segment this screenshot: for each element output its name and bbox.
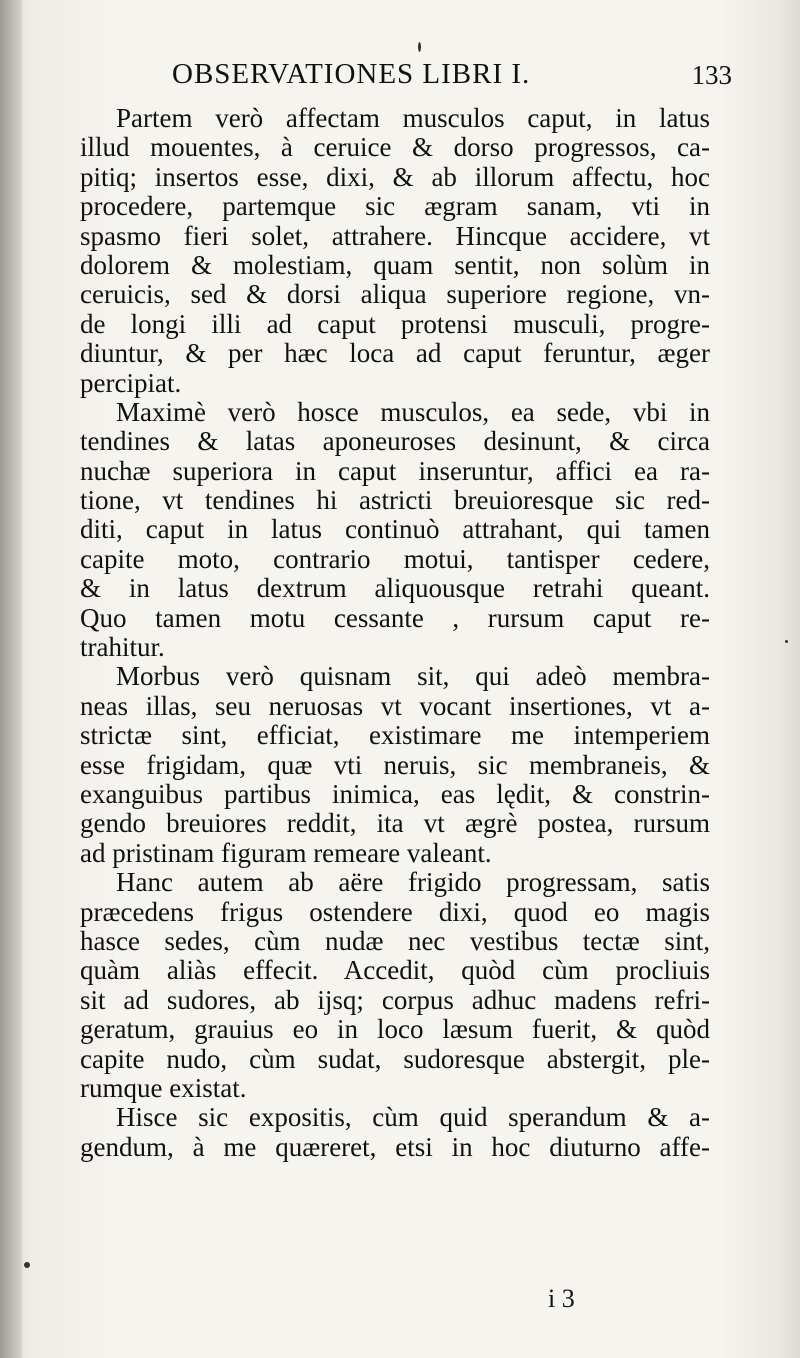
text-line: illud mouentes, à ceruice & dorso progressos, ca- [80,132,710,163]
text-line: Partem verò affectam musculos caput, in latus [116,103,710,133]
paragraph [80,398,710,663]
text-line: ceruicis, sed & dorsi aliqua superiore regione, vn- [80,279,710,310]
text-line: strictæ sint, efficiat, existimare me intemperiem [80,720,710,751]
page-footer [548,1284,668,1318]
page-number: 133 [691,60,732,90]
text-line: gendum, à me quæreret, etsi in hoc diuturno affe- [80,1131,710,1162]
body-text [80,104,710,1162]
text-line: hasce sedes, cùm nudæ nec vestibus tectæ sint, [80,925,710,956]
ink-speck [418,42,421,52]
text-line: ad pristinam figuram remeare valeant. [80,837,492,868]
paragraph [80,868,710,1103]
ink-speck [785,640,788,643]
text-line: geratum, grauius eo in loco læsum fuerit, & quòd [80,1014,710,1045]
text-line: nuchæ superiora in caput inseruntur, affici ea ra- [80,455,710,486]
text-line: capite moto, contrario motui, tantisper cedere, [80,543,710,574]
paragraph [80,1103,710,1162]
ink-speck [24,1262,30,1268]
text-line: capite nudo, cùm sudat, sudoresque abstergit, ple- [80,1043,710,1074]
running-head: OBSERVATIONES LIBRI I. [172,58,531,90]
text-line: Quo tamen motu cessante , rursum caput re- [80,602,710,633]
text-line: & in latus dextrum aliquousque retrahi queant. [80,573,710,604]
text-line: dolorem & molestiam, quam sentit, non solùm in [80,249,710,280]
text-line: Morbus verò quisnam sit, qui adeò membra- [116,661,710,692]
text-line: Hanc autem ab aëre frigido progressam, satis [116,867,710,898]
text-line: Hisce sic expositis, cùm quid sperandum & a- [116,1102,710,1133]
page-gutter-shadow [0,0,22,1358]
text-line: quàm aliàs effecit. Accedit, quòd cùm procliuis [80,955,710,986]
signature-mark: i 3 [548,1284,575,1313]
paragraph [80,104,710,398]
text-line: sit ad sudores, ab ijsq; corpus adhuc madens refri- [80,984,710,1015]
text-line: esse frigidam, quæ vti neruis, sic membraneis, & [80,749,710,780]
text-line: spasmo fieri solet, attrahere. Hincque accidere, vt [80,220,710,251]
text-line: Maximè verò hosce musculos, ea sede, vbi in [116,396,710,427]
text-line: gendo breuiores reddit, ita vt ægrè postea, rursum [80,808,710,839]
text-line: diti, caput in latus continuò attrahant, qui tamen [80,514,710,545]
text-line: exanguibus partibus inimica, eas lędit, & constrin- [80,778,710,809]
text-line: tione, vt tendines hi astricti breuioresque sic red- [80,485,710,516]
text-line: procedere, partemque sic ægram sanam, vti in [80,191,710,222]
text-line: tendines & latas aponeuroses desinunt, & circa [80,426,710,457]
text-line: diuntur, & per hæc loca ad caput feruntur, æger [80,338,710,369]
paragraph [80,662,710,868]
text-line: neas illas, seu neruosas vt vocant insertiones, vt a- [80,690,710,721]
text-line: rumque existat. [80,1072,247,1103]
text-line: trahitur. [80,632,165,663]
text-line: præcedens frigus ostendere dixi, quod eo magis [80,896,710,927]
text-line: pitiq; insertos esse, dixi, & ab illorum affectu, hoc [80,161,710,192]
page-header [172,58,732,98]
text-line: de longi illi ad caput protensi musculi, progre- [80,308,710,339]
text-line: percipiat. [80,367,182,398]
